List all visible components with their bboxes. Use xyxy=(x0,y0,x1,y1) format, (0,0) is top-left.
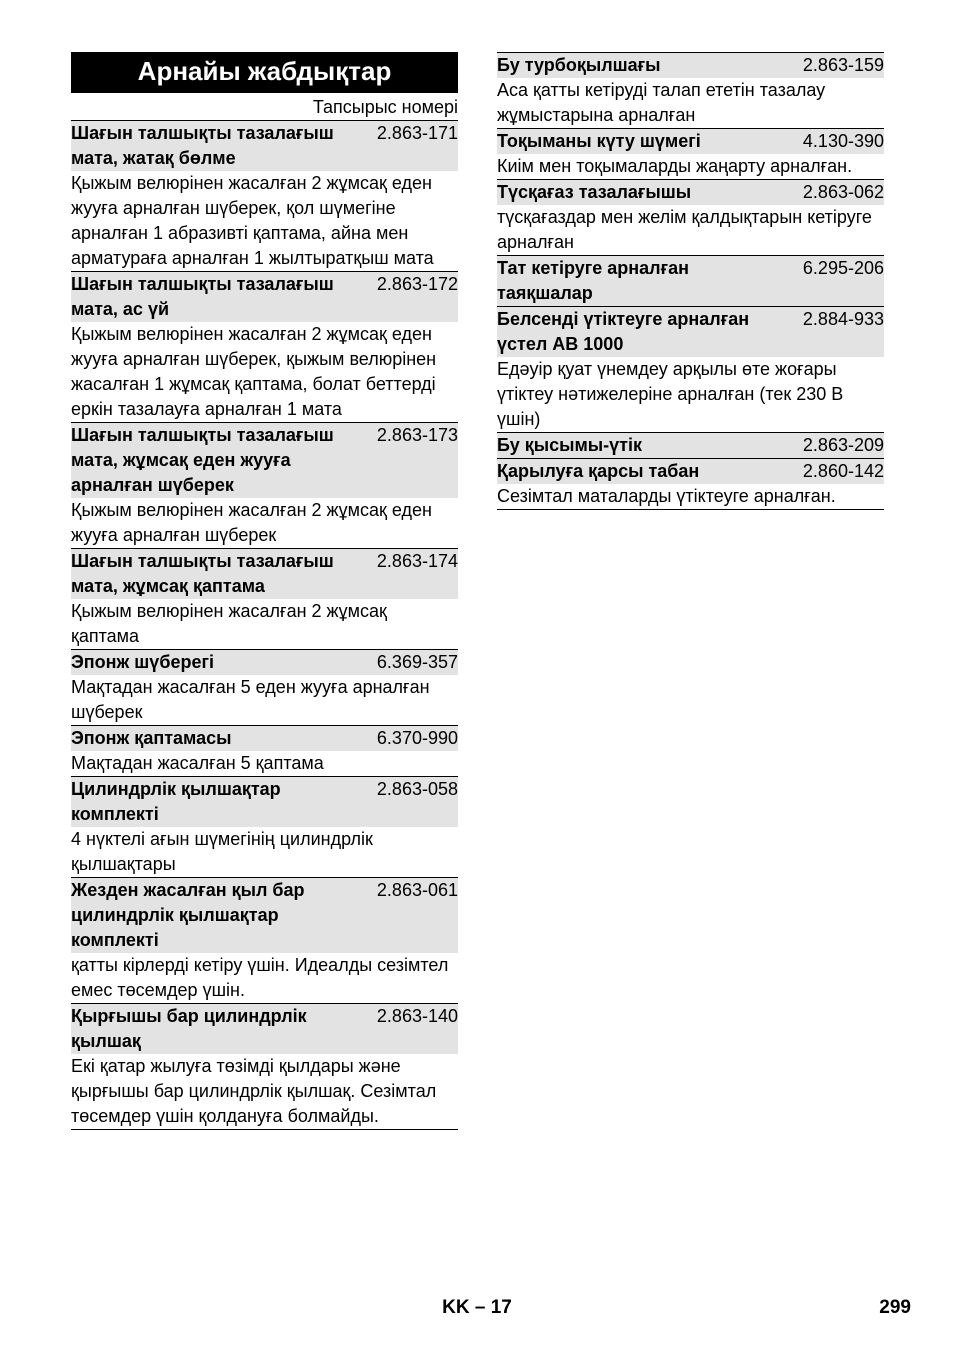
item-code: 2.863-171 xyxy=(376,123,458,143)
item-name: Цилиндрлік қылшақтар комплекті xyxy=(71,779,281,824)
item-description: Мақтадан жасалған 5 қаптама xyxy=(71,753,324,773)
item-code: 2.860-142 xyxy=(802,461,884,481)
item-name: Түсқағаз тазалағышы xyxy=(497,182,692,202)
item-name: Шағын талшықты тазалағыш мата, жатақ бөлме xyxy=(71,123,334,168)
order-number-label: Тапсырыс номері xyxy=(71,95,458,121)
item-code: 2.863-172 xyxy=(376,274,458,294)
item-name: Тат кетіруге арналған таяқшалар xyxy=(497,258,689,303)
item-description: қатты кірлерді кетіру үшін. Идеалды сезімтел емес төсемдер үшін. xyxy=(71,955,449,1000)
accessory-item xyxy=(71,1004,458,1130)
item-description: Қыжым велюрінен жасалған 2 жұмсақ еден жууға арналған шүберек, қыжым велюрінен жасалған 1 жұмсақ қаптама, болат беттерді еркін тазалауға арналған 1 мата xyxy=(71,324,437,419)
item-code: 6.370-990 xyxy=(376,728,458,748)
item-name: Шағын талшықты тазалағыш мата, ас үй xyxy=(71,274,334,319)
accessory-item xyxy=(71,549,458,650)
item-description: Сезімтал маталарды үтіктеуге арналған. xyxy=(497,486,836,506)
accessory-item xyxy=(497,129,884,180)
item-name: Эпонж шүберегі xyxy=(71,652,214,672)
item-name: Шағын талшықты тазалағыш мата, жұмсақ қаптама xyxy=(71,551,334,596)
accessory-item xyxy=(71,650,458,726)
item-description: түсқағаздар мен желім қалдықтарын кетіруге арналған xyxy=(497,207,872,252)
accessory-item xyxy=(71,777,458,878)
item-code: 6.295-206 xyxy=(802,258,884,278)
left-column xyxy=(71,52,458,1130)
item-name: Тоқыманы күту шүмегі xyxy=(497,131,701,151)
item-description: Киім мен тоқымаларды жаңарту арналған. xyxy=(497,156,853,176)
item-description: Қыжым велюрінен жасалған 2 жұмсақ қаптама xyxy=(71,601,387,646)
item-code: 2.863-174 xyxy=(376,551,458,571)
accessory-item xyxy=(497,53,884,129)
item-name: Бу қысымы-үтік xyxy=(497,435,642,455)
item-name: Бу турбоқылшағы xyxy=(497,55,661,75)
item-name: Белсенді үтіктеуге арналған үстел AB 1000 xyxy=(497,309,750,354)
accessory-item xyxy=(497,180,884,256)
item-name: Эпонж қаптамасы xyxy=(71,728,232,748)
item-description: Едәуір қуат үнемдеу арқылы өте жоғары үтіктеу нәтижелеріне арналған (тек 230 В үшін) xyxy=(497,359,844,429)
item-code: 2.863-173 xyxy=(376,425,458,445)
item-description: Мақтадан жасалған 5 еден жууға арналған шүберек xyxy=(71,677,430,722)
accessory-item xyxy=(497,433,884,459)
section-title: Арнайы жабдықтар xyxy=(71,52,458,93)
item-name: Қырғышы бар цилиндрлік қылшақ xyxy=(71,1006,307,1051)
item-code: 2.863-209 xyxy=(802,435,884,455)
item-code: 2.863-159 xyxy=(802,55,884,75)
item-name: Қарылуға қарсы табан xyxy=(497,461,700,481)
accessory-item xyxy=(497,256,884,433)
item-description: Аса қатты кетіруді талап ететін тазалау жұмыстарына арналған xyxy=(497,80,826,125)
page-number: 299 xyxy=(879,1297,911,1318)
accessory-item xyxy=(497,459,884,510)
accessory-item xyxy=(71,423,458,549)
accessory-item xyxy=(71,121,458,272)
item-code: 2.863-062 xyxy=(802,182,884,202)
item-name: Жезден жасалған қыл бар цилиндрлік қылшақтар комплекті xyxy=(71,880,305,950)
item-description: Қыжым велюрінен жасалған 2 жұмсақ еден жууға арналған шүберек xyxy=(71,500,432,545)
item-code: 2.863-058 xyxy=(376,779,458,799)
right-column xyxy=(497,52,884,510)
accessory-item xyxy=(71,878,458,1004)
item-code: 6.369-357 xyxy=(376,652,458,672)
item-description: Екі қатар жылуға төзімді қылдары және қырғышы бар цилиндрлік қылшақ. Сезімтал төсемдер үшін қолдануға болмайды. xyxy=(71,1056,437,1126)
item-code: 4.130-390 xyxy=(802,131,884,151)
item-code: 2.863-061 xyxy=(376,880,458,900)
footer-section-label: KK – 17 xyxy=(442,1297,512,1318)
item-name: Шағын талшықты тазалағыш мата, жұмсақ еден жууға арналған шүберек xyxy=(71,425,334,495)
item-code: 2.863-140 xyxy=(376,1006,458,1026)
item-description: Қыжым велюрінен жасалған 2 жұмсақ еден жууға арналған шүберек, қол шүмегіне арналған 1 абразивті қаптама, айна мен арматураға арналған 1 жылтыратқыш мата xyxy=(71,173,434,268)
item-description: 4 нүктелі ағын шүмегінің цилиндрлік қылшақтары xyxy=(71,829,373,874)
item-code: 2.884-933 xyxy=(802,309,884,329)
accessory-item xyxy=(71,272,458,423)
accessory-item xyxy=(71,726,458,777)
